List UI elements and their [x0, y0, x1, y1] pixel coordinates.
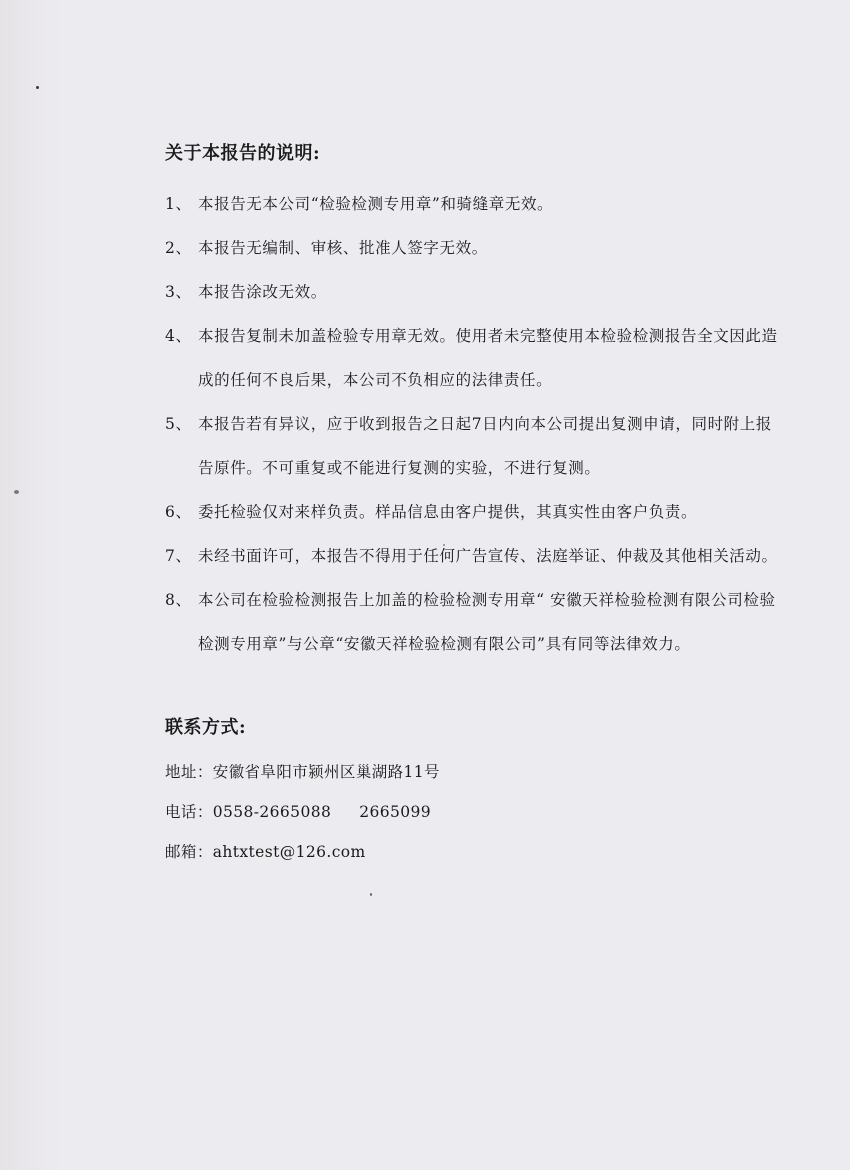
label-separator: ： [196, 763, 213, 781]
note-text: 本公司在检验检测报告上加盖的检验检测专用章“ 安徽天祥检验检测有限公司检验检测专用章”与公章“安徽天祥检验检测有限公司”具有同等法律效力。 [198, 591, 776, 653]
scan-speck [36, 86, 39, 89]
note-item [165, 182, 785, 226]
note-number: 8、 [165, 591, 192, 609]
note-item [165, 226, 785, 270]
note-number: 3、 [165, 283, 192, 301]
paper-edge-shadow [0, 0, 62, 1170]
email-value: ahtxtest@126.com [212, 843, 366, 861]
note-number: 6、 [165, 503, 192, 521]
phone-label: 电话 [165, 803, 197, 821]
note-text: 本报告无编制、审核、批准人签字无效。 [198, 239, 488, 257]
note-item [165, 578, 785, 666]
note-text: 未经书面许可，本报告不得用于任何广告宣传、法庭举证、仲裁及其他相关活动。 [198, 547, 778, 565]
scan-speck [14, 490, 19, 494]
phone-line [165, 792, 785, 832]
note-text: 本报告若有异议，应于收到报告之日起7日内向本公司提出复测申请，同时附上报告原件。不可重复或不能进行复测的实验，不进行复测。 [198, 415, 772, 477]
scan-speck [370, 893, 372, 896]
note-number: 2、 [165, 239, 192, 257]
phone-value-1: 0558-2665088 [212, 803, 332, 821]
note-text: 本报告无本公司“检验检测专用章”和骑缝章无效。 [198, 195, 554, 213]
note-text: 本报告复制未加盖检验专用章无效。使用者未完整使用本检验检测报告全文因此造成的任何不良后果，本公司不负相应的法律责任。 [198, 327, 778, 389]
note-number: 4、 [165, 327, 192, 345]
note-number: 5、 [165, 415, 192, 433]
email-line [165, 832, 785, 872]
note-text: 委托检验仅对来样负责。样品信息由客户提供，其真实性由客户负责。 [198, 503, 698, 521]
note-number: 7、 [165, 547, 192, 565]
contact-block [165, 752, 785, 872]
notes-title: 关于本报告的说明: [165, 143, 321, 164]
report-content [165, 140, 785, 872]
address-label: 地址 [165, 763, 197, 781]
address-line [165, 752, 785, 792]
note-item [165, 270, 785, 314]
scan-speck [443, 544, 445, 546]
note-item [165, 314, 785, 402]
notes-list [165, 182, 785, 666]
note-item [165, 490, 785, 534]
note-text: 本报告涂改无效。 [198, 283, 327, 301]
note-item [165, 534, 785, 578]
address-value: 安徽省阜阳市颍州区巢湖路11号 [212, 763, 440, 781]
note-item [165, 402, 785, 490]
label-separator: ： [196, 803, 213, 821]
phone-value-2: 2665099 [359, 803, 432, 821]
email-label: 邮箱 [165, 843, 197, 861]
label-separator: ： [196, 843, 213, 861]
contact-title: 联系方式: [165, 717, 247, 738]
note-number: 1、 [165, 195, 192, 213]
